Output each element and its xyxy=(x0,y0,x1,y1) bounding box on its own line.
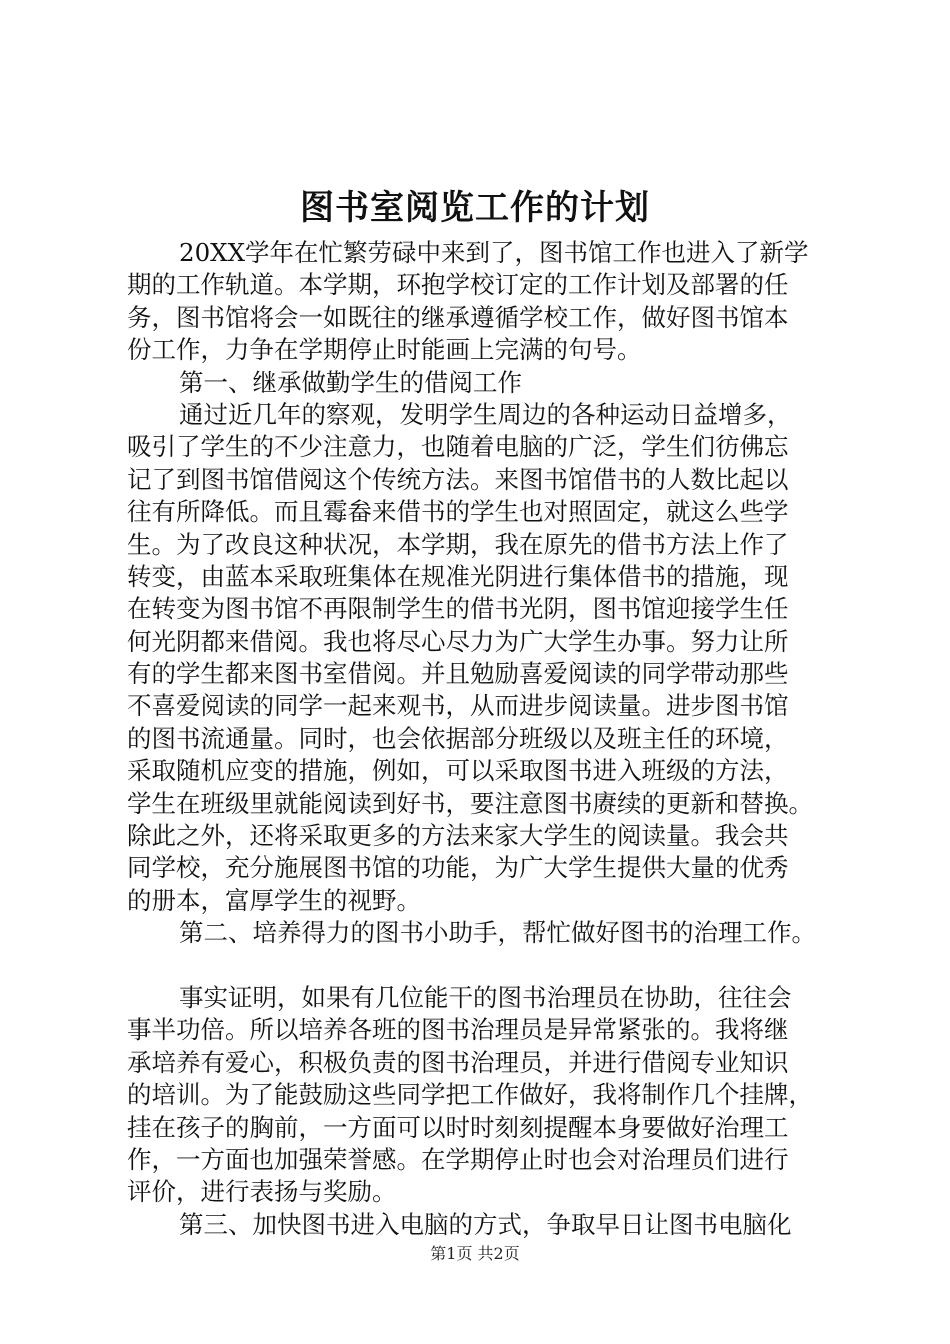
text-line: 的培训。为了能鼓励这些同学把工作做好，我将制作几个挂牌， xyxy=(127,1080,813,1110)
document-title: 图书室阅览工作的计划 xyxy=(300,188,650,228)
section-heading: 第二、培养得力的图书小助手，帮忙做好图书的治理工作。 xyxy=(179,918,816,948)
text-line: 的册本，富厚学生的视野。 xyxy=(127,885,421,915)
page-footer: 第1页 共2页 xyxy=(430,1244,520,1263)
blank-line xyxy=(127,950,852,982)
text-line: 承培养有爱心，积极负责的图书治理员，并进行借阅专业知识 xyxy=(127,1047,789,1077)
text-line: 挂在孩子的胸前，一方面可以时时刻刻提醒本身要做好治理工 xyxy=(127,1112,789,1142)
text-line: 评价，进行表扬与奖励。 xyxy=(127,1177,397,1207)
text-line: 吸引了学生的不少注意力，也随着电脑的广泛，学生们彷佛忘 xyxy=(127,432,789,462)
document-body xyxy=(127,237,852,1241)
text-line: 20XX学年在忙繁劳碌中来到了，图书馆工作也进入了新学 xyxy=(179,238,809,267)
text-line: 份工作，力争在学期停止时能画上完满的句号。 xyxy=(127,335,642,365)
text-line: 的图书流通量。同时，也会依据部分班级以及班主任的环境， xyxy=(127,723,789,753)
text-line: 往有所降低。而且霉畚来借书的学生也对照固定，就这么些学 xyxy=(127,497,789,527)
section-heading: 第三、加快图书进入电脑的方式，争取早日让图书电脑化 xyxy=(179,1209,792,1239)
text-line: 采取随机应变的措施，例如，可以采取图书进入班级的方法， xyxy=(127,756,789,786)
text-line: 事半功倍。所以培养各班的图书治理员是异常紧张的。我将继 xyxy=(127,1015,789,1045)
text-line: 在转变为图书馆不再限制学生的借书光阴，图书馆迎接学生任 xyxy=(127,594,789,624)
section-heading: 第一、继承做勤学生的借阅工作 xyxy=(179,367,522,397)
text-line: 生。为了改良这种状况，本学期，我在原先的借书方法上作了 xyxy=(127,529,789,559)
text-line: 不喜爱阅读的同学一起来观书，从而进步阅读量。进步图书馆 xyxy=(127,691,789,721)
text-line: 期的工作轨道。本学期，环抱学校订定的工作计划及部署的任 xyxy=(127,270,789,300)
text-line: 有的学生都来图书室借阅。并且勉励喜爱阅读的同学带动那些 xyxy=(127,659,789,689)
text-line: 转变，由蓝本采取班集体在规准光阴进行集体借书的措施，现 xyxy=(127,561,789,591)
text-line: 同学校，充分施展图书馆的功能，为广大学生提供大量的优秀 xyxy=(127,853,789,883)
text-line: 记了到图书馆借阅这个传统方法。来图书馆借书的人数比起以 xyxy=(127,464,789,494)
text-line: 通过近几年的察观，发明学生周边的各种运动日益增多， xyxy=(179,399,792,429)
text-line: 学生在班级里就能阅读到好书，要注意图书赓续的更新和替换。 xyxy=(127,788,813,818)
text-line: 务，图书馆将会一如既往的继承遵循学校工作，做好图书馆本 xyxy=(127,302,789,332)
text-line: 何光阴都来借阅。我也将尽心尽力为广大学生办事。努力让所 xyxy=(127,626,789,656)
text-line: 除此之外，还将采取更多的方法来家大学生的阅读量。我会共 xyxy=(127,821,789,851)
text-line: 事实证明，如果有几位能干的图书治理员在协助，往往会 xyxy=(179,982,792,1012)
text-line: 作，一方面也加强荣誉感。在学期停止时也会对治理员们进行 xyxy=(127,1144,789,1174)
